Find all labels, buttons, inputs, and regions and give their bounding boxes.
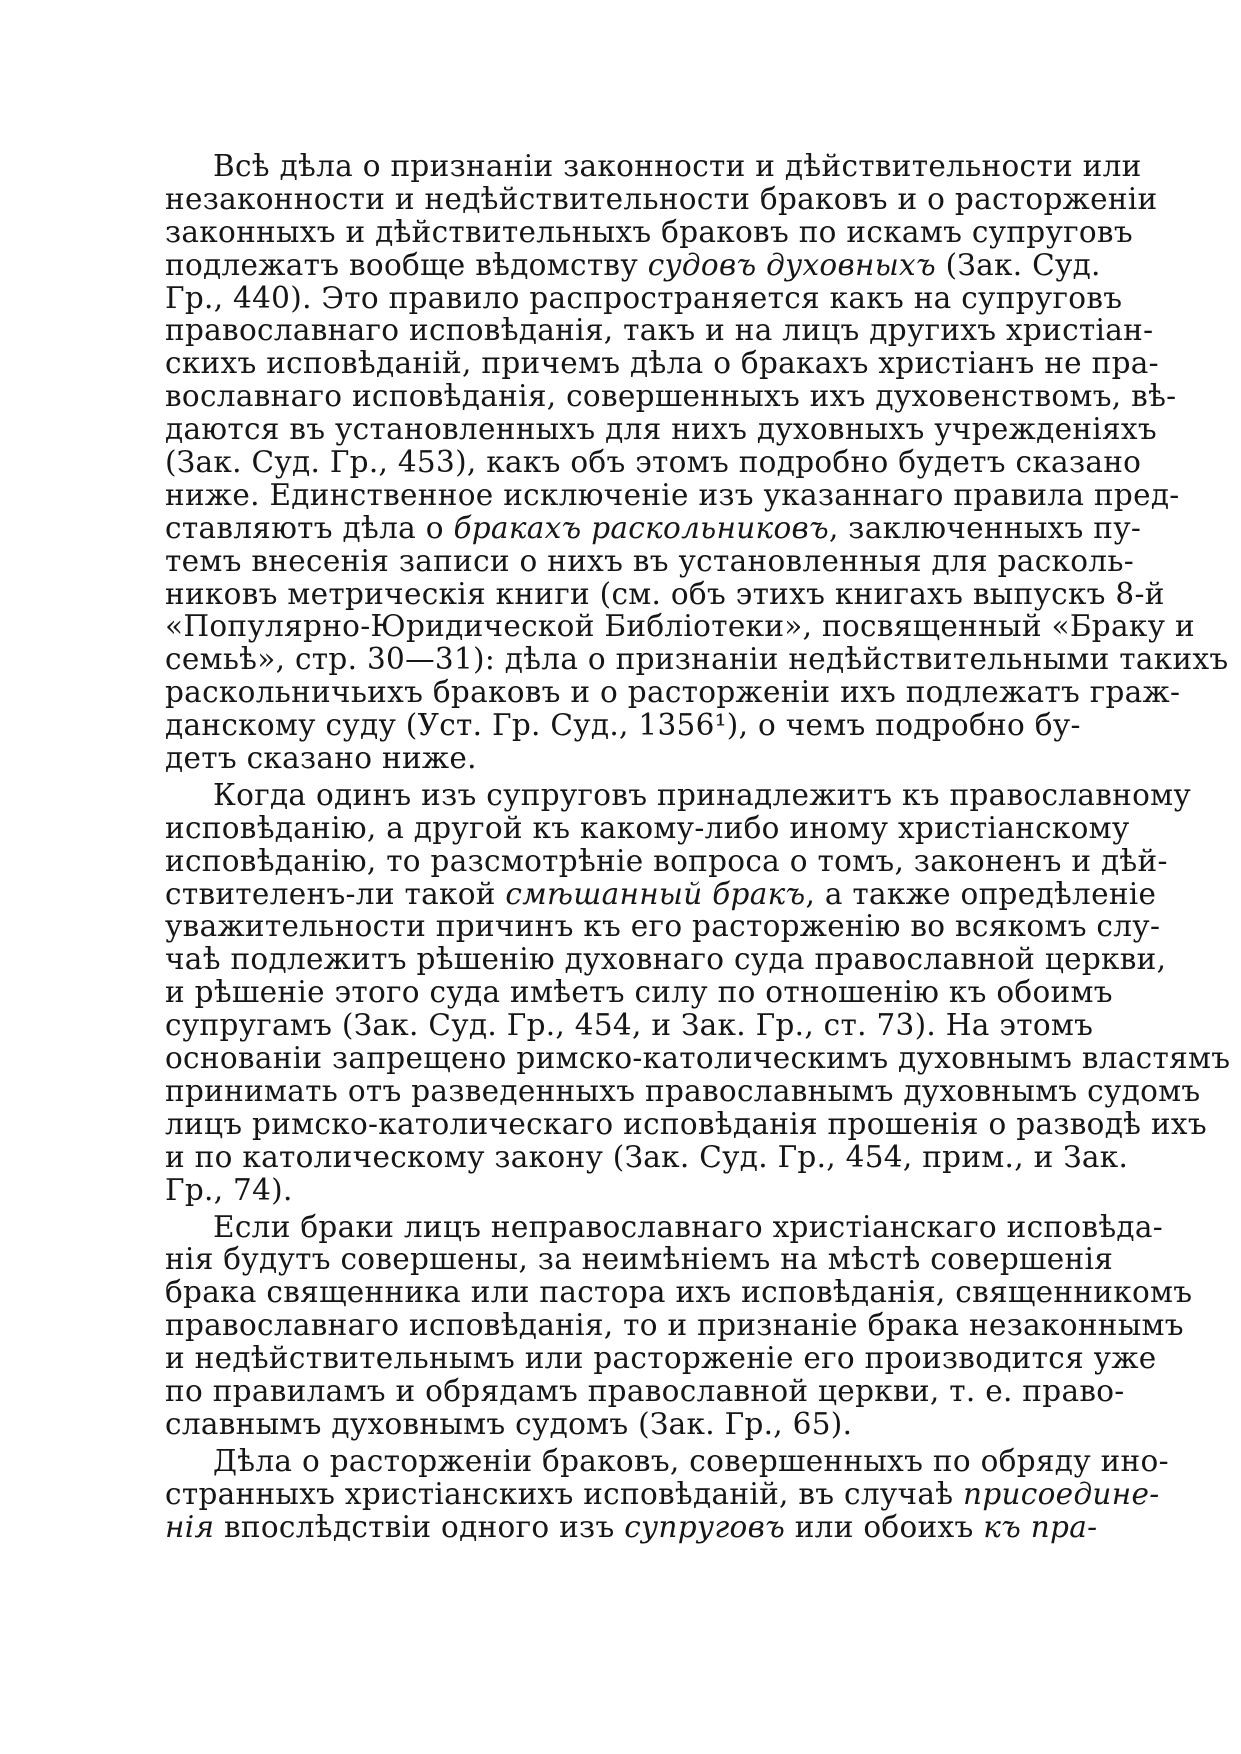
- italic-text: смѣшанный бракъ: [505, 876, 806, 911]
- text-run: православнаго исповѣданія, такъ и на лицъ другихъ христіан-: [165, 313, 1154, 348]
- text-line: [165, 1209, 1164, 1244]
- body-text: [165, 149, 1231, 1544]
- text-line: [165, 477, 1180, 512]
- text-run: детъ сказано ниже.: [165, 741, 477, 776]
- text-line: [165, 346, 1159, 381]
- text-run: ставляютъ дѣла о: [165, 510, 454, 545]
- italic-text: присоедине-: [963, 1476, 1160, 1511]
- text-run: чаѣ подлежитъ рѣшенію духовнаго суда православной церкви,: [165, 942, 1167, 977]
- text-run: супругамъ (Зак. Суд. Гр., 454, и Зак. Гр., ст. 73). На этомъ: [165, 1008, 1094, 1043]
- text-line: [165, 1275, 1193, 1310]
- text-line: [165, 1373, 1125, 1408]
- text-run: брака священника или пастора ихъ исповѣданія, священникомъ: [165, 1275, 1193, 1310]
- text-line: [165, 942, 1167, 977]
- italic-text: бракахъ раскольниковъ: [453, 510, 829, 545]
- text-line: [165, 313, 1154, 348]
- text-line: [165, 777, 1192, 812]
- text-line: [165, 1341, 1157, 1376]
- text-run: скихъ исповѣданій, причемъ дѣла о бракахъ христіанъ не пра-: [165, 346, 1159, 381]
- text-line: [165, 742, 1067, 775]
- text-run: никовъ метрическія книги (см. объ этихъ книгахъ выпускъ 8-й: [165, 576, 1165, 611]
- text-line: [165, 810, 1130, 845]
- text-line: [165, 576, 1165, 611]
- text-run: «Популярно-Юридической Библіотеки», посвященный «Браку и: [165, 609, 1195, 644]
- text-line: [165, 1408, 1067, 1441]
- text-line: [165, 675, 1181, 710]
- text-line: [165, 214, 1133, 249]
- text-run: ствителенъ-ли такой: [165, 876, 506, 911]
- text-run: вославнаго исповѣданія, совершенныхъ ихъ духовенствомъ, вѣ-: [165, 379, 1177, 414]
- text-run: уважительности причинъ къ его расторженію во всякомъ слу-: [165, 909, 1161, 944]
- text-run: православнаго исповѣданія, то и признаніе брака незаконнымъ: [165, 1308, 1184, 1343]
- text-line: [165, 975, 1113, 1010]
- text-run: странныхъ христіанскихъ исповѣданій, въ случаѣ: [165, 1476, 964, 1511]
- text-line: [165, 1139, 1129, 1174]
- text-line: [165, 1174, 1067, 1207]
- text-line: [165, 843, 1168, 878]
- text-run: принимать отъ разведенныхъ православнымъ духовнымъ судомъ: [165, 1073, 1201, 1108]
- paragraph: [165, 1209, 1193, 1441]
- text-run: Гр., 74).: [165, 1172, 293, 1207]
- text-line: [165, 1308, 1184, 1343]
- text-line: [165, 1041, 1231, 1076]
- text-run: или обоихъ: [785, 1509, 984, 1544]
- paragraph: [165, 777, 1231, 1207]
- text-line: [165, 1073, 1201, 1108]
- text-line: [165, 379, 1177, 414]
- text-line: [165, 1476, 1160, 1511]
- italic-text: супруговъ: [624, 1509, 786, 1544]
- italic-text: нія: [165, 1509, 215, 1544]
- italic-text: судовъ духовныхъ: [647, 247, 936, 282]
- text-line: [165, 1106, 1207, 1141]
- text-run: лицъ римско-католическаго исповѣданія прошенія о разводѣ ихъ: [165, 1106, 1207, 1141]
- text-run: (Зак. Суд. Гр., 453), какъ объ этомъ подробно будетъ сказано: [165, 445, 1142, 480]
- text-line: [165, 280, 1123, 315]
- text-line: [165, 412, 1157, 447]
- text-line: [165, 1509, 1098, 1544]
- text-run: раскольничьихъ браковъ и о расторженіи ихъ подлежатъ граж-: [165, 675, 1181, 710]
- text-run: Когда одинъ изъ супруговъ принадлежитъ къ православному: [213, 777, 1192, 812]
- text-run: (Зак. Суд.: [935, 247, 1101, 282]
- text-line: [165, 909, 1161, 944]
- text-line: [165, 1008, 1094, 1043]
- text-line: [165, 445, 1142, 480]
- text-line: [165, 876, 1157, 911]
- text-run: основаніи запрещено римско-католическимъ духовнымъ властямъ: [165, 1041, 1231, 1076]
- text-line: [165, 510, 1142, 545]
- italic-text: къ пра-: [983, 1509, 1098, 1544]
- text-run: Гр., 440). Это правило распространяется какъ на супруговъ: [165, 280, 1123, 315]
- text-run: исповѣданію, а другой къ какому-либо иному христіанскому: [165, 810, 1130, 845]
- text-run: по правиламъ и обрядамъ православной церкви, т. е. право-: [165, 1373, 1125, 1408]
- text-run: законныхъ и дѣйствительныхъ браковъ по искамъ супруговъ: [165, 214, 1133, 249]
- text-run: Дѣла о расторженіи браковъ, совершенныхъ по обряду ино-: [213, 1443, 1169, 1478]
- text-line: [165, 1443, 1169, 1478]
- text-line: [165, 642, 1229, 677]
- text-run: Если браки лицъ неправославнаго христіанскаго исповѣда-: [213, 1209, 1164, 1244]
- text-run: нія будутъ совершены, за неимѣніемъ на мѣстѣ совершенія: [165, 1242, 1114, 1277]
- text-run: ниже. Единственное исключеніе изъ указаннаго правила пред-: [165, 477, 1180, 512]
- text-line: [165, 708, 1081, 743]
- text-run: данскому суду (Уст. Гр. Суд., 1356¹), о чемъ подробно бу-: [165, 708, 1081, 743]
- text-run: и рѣшеніе этого суда имѣетъ силу по отношенію къ обоимъ: [165, 975, 1113, 1010]
- text-run: славнымъ духовнымъ судомъ (Зак. Гр., 65).: [165, 1406, 853, 1441]
- text-line: [165, 609, 1195, 644]
- text-line: [165, 543, 1134, 578]
- text-line: [165, 149, 1142, 183]
- paragraph: [165, 149, 1229, 776]
- text-run: , заключенныхъ пу-: [828, 510, 1142, 545]
- text-line: [165, 181, 1158, 216]
- text-run: и недѣйствительнымъ или расторженіе его производится уже: [165, 1341, 1157, 1376]
- text-line: [165, 1242, 1114, 1277]
- text-run: исповѣданію, то разсмотрѣніе вопроса о томъ, законенъ и дѣй-: [165, 843, 1168, 878]
- text-run: Всѣ дѣла о признаніи законности и дѣйствительности или: [213, 149, 1142, 183]
- paragraph: [165, 1443, 1169, 1544]
- text-run: , а также опредѣленіе: [805, 876, 1157, 911]
- text-run: семьѣ», стр. 30—31): дѣла о признаніи недѣйствительными такихъ: [165, 642, 1229, 677]
- text-run: темъ внесенія записи о нихъ въ установленныя для расколь-: [165, 543, 1134, 578]
- text-run: даются въ установленныхъ для нихъ духовныхъ учрежденіяхъ: [165, 412, 1157, 447]
- text-run: и по католическому закону (Зак. Суд. Гр., 454, прим., и Зак.: [165, 1139, 1129, 1174]
- text-run: впослѣдствіи одного изъ: [214, 1509, 625, 1544]
- text-run: подлежатъ вообще вѣдомству: [165, 247, 648, 282]
- text-line: [165, 247, 1101, 282]
- text-run: незаконности и недѣйствительности браковъ и о расторженіи: [165, 181, 1158, 216]
